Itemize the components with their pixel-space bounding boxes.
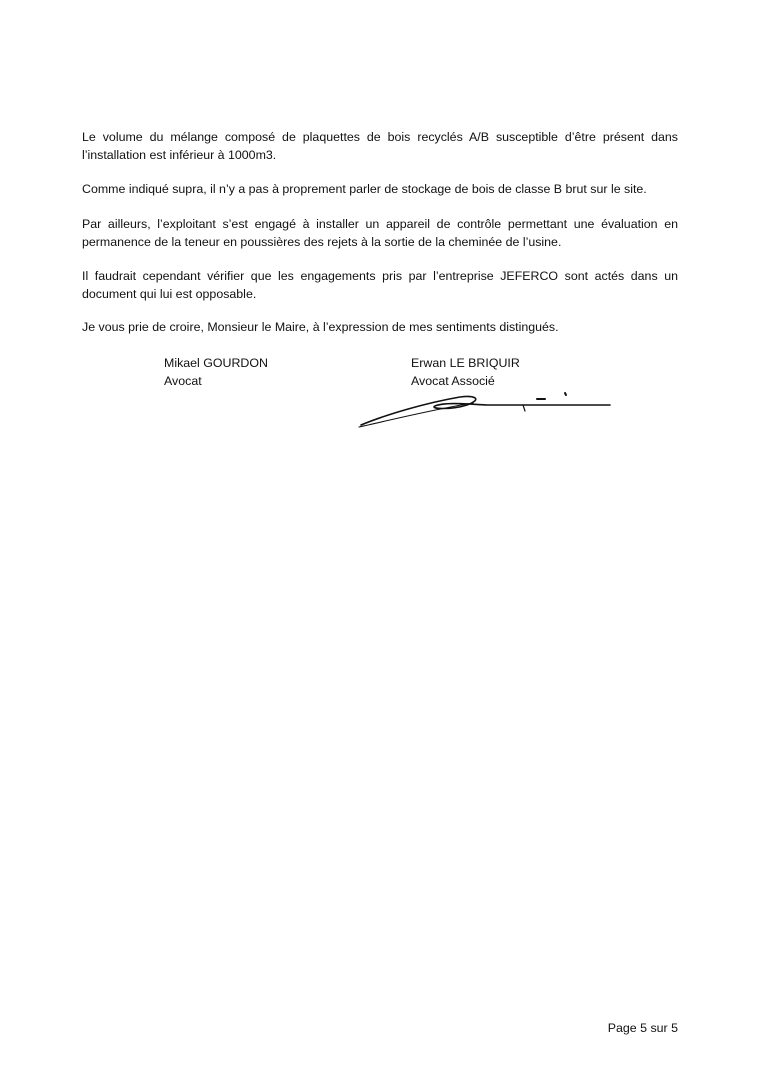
- page-number: Page 5 sur 5: [607, 1021, 678, 1035]
- paragraph-appareil-controle: Par ailleurs, l’exploitant s’est engagé à installer un appareil de contrôle permettant une évaluation en permanence de la teneur en poussières des rejets à la sortie de la cheminée de l’usine.: [82, 217, 678, 249]
- paragraph-engagements: Il faudrait cependant vérifier que les engagements pris par l’entreprise JEFERCO sont actés dans un document qui lui est opposable.: [82, 269, 678, 301]
- signatory-title: Avocat: [164, 374, 202, 388]
- handwritten-signature: [355, 385, 617, 433]
- signatory-name: Erwan LE BRIQUIR: [411, 356, 520, 370]
- signature-strokes: [359, 393, 610, 427]
- signatory-left: [164, 354, 268, 390]
- paragraph-formule-politesse: Je vous prie de croire, Monsieur le Maire, à l’expression de mes sentiments distingués.: [82, 320, 559, 334]
- paragraph-stockage-bois: Comme indiqué supra, il n’y a pas à proprement parler de stockage de bois de classe B brut sur le site.: [82, 182, 647, 196]
- signatory-name: Mikael GOURDON: [164, 356, 268, 370]
- signatory-title: Avocat Associé: [411, 374, 495, 388]
- paragraph-volume-melange: Le volume du mélange composé de plaquettes de bois recyclés A/B susceptible d’être présent dans l’installation est inférieur à 1000m3.: [82, 130, 678, 162]
